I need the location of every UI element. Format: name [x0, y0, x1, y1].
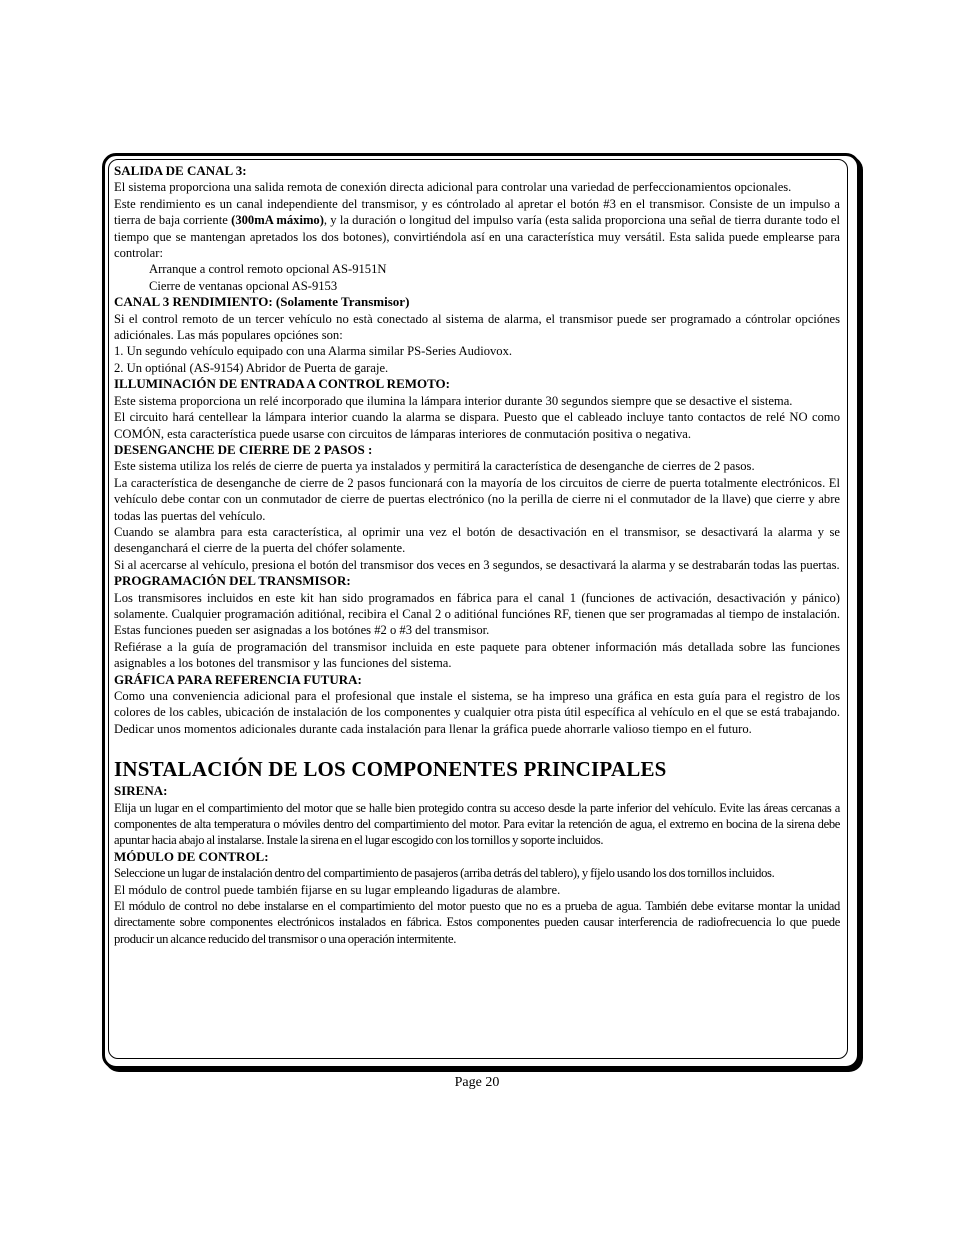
section-heading: SALIDA DE CANAL 3: [114, 163, 247, 178]
paragraph: Refiérase a la guía de programación del transmisor incluida en este paquete para obtener información más detallada sobre las funciones asignables a los botones del transmisor y las funciones del sistema. [114, 639, 840, 671]
list-item: Cierre de ventanas opcional AS-9153 [149, 278, 338, 293]
document-body [114, 163, 840, 947]
section-heading: MÓDULO DE CONTROL: [114, 848, 269, 864]
paragraph: El módulo de control no debe instalarse en el compartimiento del motor puesto que no es a prueba de agua. También debe evitarse montar la unidad directamente sobre componentes electrónicos instalados en fábrica. Estos componentes pueden causar interferencia de radiofrecuencia lo que puede producir un alcance reducido del transmisor o una operación intermitente. [114, 899, 840, 946]
section-heading: DESENGANCHE DE CIERRE DE 2 PASOS : [114, 441, 373, 457]
paragraph-text: , y la duración o longitud del impulso varía (esta salida proporciona una señal de tierra durante todo el tiempo que se mantengan apretados los dos botones), convirtiéndola así en una característica muy versátil. Esta salida puede emplearse para controlar: [114, 213, 840, 261]
paragraph: Si al acercarse al vehículo, presiona el botón del transmisor dos veces en 3 segundos, se desactivará la alarma y se destrabarán todas las puertas. [114, 557, 840, 572]
list-item: Arranque a control remoto opcional AS-9151N [149, 262, 387, 277]
paragraph: Elija un lugar en el compartimiento del motor que se halle bien protegido contra su acceso desde la parte inferior del vehículo. Evite las áreas cercanas a componentes de alta temperatura o móviles dentro del compartimiento del motor. Para evitar la retención de agua, el extremo en bocina de la sirena debe apuntar hacia abajo al instalarse. Instale la sirena en el lugar escogido con los tornillos y soporte incluidos. [114, 800, 840, 848]
emphasis-text: (300mA máximo) [231, 213, 324, 228]
paragraph-text: Este rendimiento es un canal independiente del transmisor, y es cóntrolado al apretar el botón #3 en el transmisor. Consiste de un impulso a tierra de baja corriente [114, 196, 840, 228]
paragraph [114, 196, 840, 262]
section-heading: PROGRAMACIÓN DEL TRANSMISOR: [114, 573, 351, 589]
paragraph: Este sistema utiliza los relés de cierre de puerta ya instalados y permitirá la característica de desenganche de cierres de 2 pasos. [114, 459, 755, 474]
paragraph: El sistema proporciona una salida remota de conexión directa adicional para controlar una variedad de perfeccionamientos opcionales. [114, 180, 792, 195]
section-heading: SIRENA: [114, 783, 168, 799]
list-item: 1. Un segundo vehículo equipado con una Alarma similar PS-Series Audiovox. [114, 344, 513, 359]
paragraph: La característica de desenganche de cierre de 2 pasos funcionará con la mayoría de los circuitos de cierre de puerta totalmente electrónicos. El vehículo debe contar con un conmutador de cierre de puertas electrónico (no la perilla de cierre ni el conmutador de la llave) que cierre y abre todas las puertas del vehículo. [114, 475, 840, 523]
paragraph: Si el control remoto de un tercer vehículo no està conectado al sistema de alarma, el transmisor puede ser programado a cóntrolar opciónes adiciónales. Las más populares opciónes son: [114, 311, 840, 343]
paragraph: Como una conveniencia adicional para el profesional que instale el sistema, se ha impreso una gráfica en esta guía para el registro de los colores de los cables, ubicación de instalación de los componentes y cualquier otra pista útil específica al vehículo en el que se está trabajando. Dedicar unos momentos adicionales durante cada instalación para llenar la gráfica puede ahorrarle valioso tiempo en el futuro. [114, 689, 840, 736]
paragraph: Los transmisores incluidos en este kit han sido programados en fábrica para el canal 1 (funciones de activación, desactivación y pánico) solamente. Cualquier programación aditiónal, recibira el Canal 2 o aditiónal funciónes RF, tienen que ser programadas al tiempo de instalación. Estas funciones pueden ser asignadas a los botónes #2 o #3 del transmisor. [114, 590, 840, 638]
paragraph: Este sistema proporciona un relé incorporado que ilumina la lámpara interior durante 30 segundos siempre que se desactive el sistema. [114, 393, 793, 408]
section-heading: ILLUMINACIÓN DE ENTRADA A CONTROL REMOTO: [114, 376, 451, 392]
section-heading: CANAL 3 RENDIMIENTO: (Solamente Transmisor) [114, 294, 410, 310]
paragraph: El módulo de control puede también fijarse en su lugar empleando ligaduras de alambre. [114, 882, 561, 897]
main-heading: INSTALACIÓN DE LOS COMPONENTES PRINCIPALES [114, 757, 667, 782]
list-item: 2. Un optiónal (AS-9154) Abridor de Puerta de garaje. [114, 360, 389, 375]
section-heading: GRÁFICA PARA REFERENCIA FUTURA: [114, 671, 362, 687]
paragraph: El circuito hará centellear la lámpara interior cuando la alarma se dispara. Puesto que el cableado incluye tanto contactos de relé NO como COMÓN, esta característica puede usarse con circuitos de lámparas interiores de conmutación positiva o negativa. [114, 410, 840, 441]
page-number: Page 20 [454, 1075, 500, 1090]
paragraph: Cuando se alambra para esta característica, al oprimir una vez el botón de desactivación en el transmisor, se desactivará la alarma y se desenganchará el cierre de la puerta del chófer solamente. [114, 524, 840, 556]
paragraph: Seleccione un lugar de instalación dentro del compartimiento de pasajeros (arriba detrás del tablero), y fíjelo usando los dos tornillos incluidos. [114, 866, 775, 881]
